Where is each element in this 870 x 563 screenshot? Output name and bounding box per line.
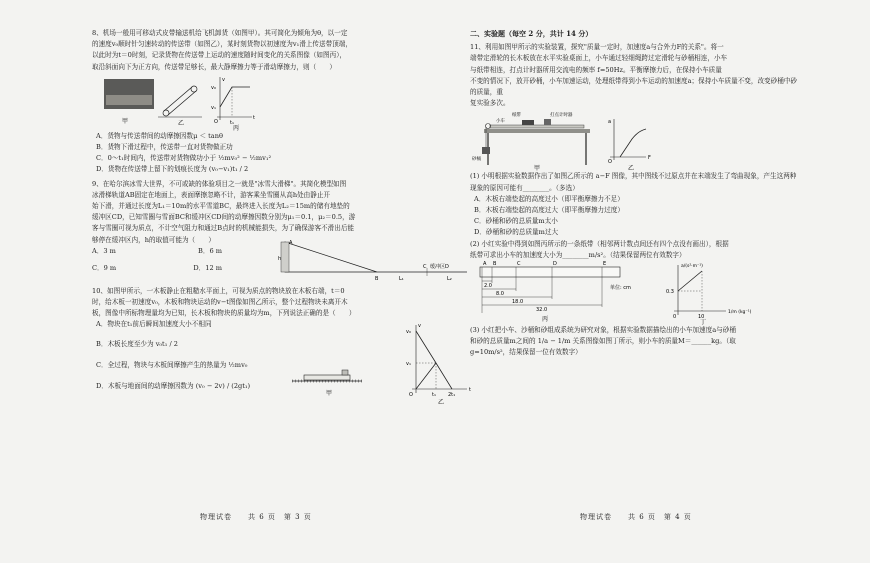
q11-line: 复实验多次。 bbox=[470, 99, 510, 108]
q9-option-b: B．6 m bbox=[198, 246, 222, 255]
q10-option-d: D．木板与地面间的动摩擦因数为 (v₀ − 2v) / (2gt₁) bbox=[96, 382, 251, 391]
bucket bbox=[482, 147, 490, 154]
q9-line: 始下滑，并通过长度为L₁＝10m的水平雪道BC，最终进入长度为L₂＝15m的储有地垫的 bbox=[92, 202, 350, 211]
label-f-axis: F bbox=[648, 155, 651, 162]
tape-label-d: D bbox=[553, 261, 557, 268]
q9-line: 缓冲区CD，已知雪圈与雪面BC和缓冲区CD间的动摩擦因数分别为μ₁＝0.1，μ₂＝0.5，游 bbox=[92, 213, 356, 222]
q9-line: 够停在缓冲区内，h的取值可能为（ ） bbox=[92, 235, 215, 244]
table-top bbox=[484, 129, 590, 133]
slide-slope bbox=[285, 239, 377, 272]
tape-dist-3: 18.0 bbox=[512, 299, 524, 306]
fig-label-yi: 乙 bbox=[628, 165, 635, 172]
q11-sub1: (1) 小明根据实验数据作出了如图乙所示的 a−F 图像，其中图线不过原点并在末端发生了弯曲现象，产生这两种现象的原因可能有________。（多选） bbox=[470, 172, 797, 192]
fig-label-v: v bbox=[418, 323, 421, 330]
fig-label-t1: t₁ bbox=[432, 392, 436, 399]
fig-label-t1: t₁ bbox=[230, 119, 234, 126]
fig-label-t: t bbox=[253, 114, 255, 121]
graph-y-tick: 0.3 bbox=[666, 289, 674, 296]
graph-x-label: 1/m (kg⁻¹) bbox=[728, 310, 752, 316]
tape-unit: 单位: cm bbox=[610, 285, 631, 292]
q11-option-a: A．木板右端垫起的高度过小（即平衡摩擦力不足） bbox=[474, 194, 624, 203]
tape-label-b: B bbox=[493, 261, 497, 268]
fig-label-yi: 乙 bbox=[438, 399, 445, 406]
cart bbox=[522, 120, 534, 125]
q10-line: 10、如图甲所示，一木板静止在粗糙水平面上，可视为质点的物块放在木板右端，t＝0 bbox=[92, 286, 345, 295]
q8-option-c: C．0～t₁时间内，传送带对货物做功小于 ½mv₀² − ½mv₁² bbox=[96, 154, 272, 163]
q10-options-and-figure bbox=[92, 319, 492, 411]
q10-options bbox=[92, 319, 292, 392]
board bbox=[304, 375, 350, 380]
question-9 bbox=[92, 179, 492, 282]
q11-sub2-line: 纸带可求出小车的加速度大小为________m/s²。（结果保留两位有效数字） bbox=[470, 250, 686, 259]
q8-line: 以此时为t＝0时刻，记录货物在传送带上运动的速度随时间变化的关系图像（如图丙）， bbox=[92, 51, 347, 60]
fig-label-v: v bbox=[222, 76, 225, 83]
conveyor-photo-detail bbox=[106, 95, 152, 105]
q8-option-a: A．货物与传送带间的动摩擦因数μ ＜ tanθ bbox=[96, 131, 223, 140]
question-8 bbox=[92, 28, 492, 176]
tape-label-a: A bbox=[483, 261, 487, 268]
fig-label-v0: v₀ bbox=[406, 329, 411, 336]
q10-line: 板，图像中所标物理量均为已知，长木板和物块的质量均为m，下列说法正确的是（ ） bbox=[92, 309, 356, 318]
tower bbox=[281, 242, 289, 272]
q9-option-d: D．12 m bbox=[193, 264, 222, 273]
pulley-circle bbox=[163, 110, 169, 116]
q8-figures bbox=[92, 73, 492, 131]
block bbox=[342, 370, 348, 375]
vt-curve bbox=[220, 87, 250, 107]
long-board bbox=[490, 125, 584, 128]
q8-line: 的速度v₀顺时针匀速转动的传送带（如图乙），某时刻货物以初速度为v₁滑上传送带顶端， bbox=[92, 40, 352, 49]
q8-option-b: B．货物下滑过程中，传送带一直对货物做正功 bbox=[96, 143, 233, 152]
q9-line: 9、在哈尔滨冰雪大世界，不可或缺的体验项目之一就是"冰雪大滑梯"。其简化模型如图 bbox=[92, 179, 347, 188]
section-title: 二、实验题（每空 2 分，共计 14 分） bbox=[470, 29, 593, 38]
q9-line: 客与雪圈可视为质点，不计空气阻力和通过B点时的机械能损失，为了确保游客不滑出后能 bbox=[92, 224, 354, 233]
fig-label-yi: 乙 bbox=[178, 119, 185, 127]
label-c: C bbox=[423, 263, 427, 270]
q11-option-b: B．木板右端垫起的高度过大（即平衡摩擦力过度） bbox=[474, 206, 624, 215]
tape-label-e: E bbox=[603, 261, 607, 268]
q10-line: 时，给木板一初速度v₀，木板和物块运动的v−t图像如图乙所示，整个过程物块未离开木 bbox=[92, 298, 348, 307]
belt-line bbox=[168, 91, 196, 115]
q11-option-d: D．砂桶和砂的总质量m过大 bbox=[474, 228, 559, 237]
fig-label-ding: 丁 bbox=[700, 319, 707, 326]
slide-figure bbox=[277, 238, 477, 282]
label-zone: 缓冲区D bbox=[430, 263, 449, 270]
label-a: A bbox=[289, 239, 293, 246]
board-line bbox=[416, 331, 452, 389]
fig-label-v1: v₁ bbox=[406, 361, 411, 368]
fig-label-v0: v₀ bbox=[211, 84, 216, 91]
timer bbox=[544, 119, 551, 125]
apparatus-svg bbox=[470, 109, 800, 171]
q8-line: 8、机场一般用可移动式皮带输送机给飞机卸货（如图甲）。其可简化为倾角为θ，以一定 bbox=[92, 29, 348, 37]
label-l2: L₂ bbox=[447, 275, 452, 282]
block-line bbox=[416, 363, 436, 389]
tape-and-graph bbox=[470, 261, 800, 325]
q11-apparatus-figures bbox=[470, 109, 800, 171]
tape-dist-1: 2.0 bbox=[484, 283, 492, 290]
label-timer: 打点计时器 bbox=[550, 113, 573, 119]
q11-line: 不变的情况下，放开砂桶，小车加速运动，处理纸带得到小车运动的加速度a；保持小车质量不变，改变砂桶中砂的质量，重 bbox=[470, 76, 798, 97]
q10-option-b: B．木板长度至少为 v₀t₁ / 2 bbox=[96, 339, 178, 348]
q9-options bbox=[92, 246, 252, 274]
q11-sub3-line: 和砂的总质量m之间的 1/a − 1/m 关系图像如图丁所示，则小车的质量M＝______kg。（取 bbox=[470, 337, 736, 346]
fig-label-o: O bbox=[409, 392, 413, 399]
q9-line: 冰滑梯轨道AB固定在地面上，表面摩擦忽略不计，游客乘坐雪圈从高h处由静止开 bbox=[92, 190, 331, 199]
label-b: B bbox=[375, 275, 379, 282]
tape-dist-4: 32.0 bbox=[536, 307, 548, 314]
fig-label-t2: 2t₁ bbox=[448, 392, 456, 399]
fig-label-jia: 甲 bbox=[326, 390, 333, 398]
q11-sub2-line: (2) 小红实验中得到如图丙所示的一条纸带（相邻两计数点间还有四个点没有画出），根据 bbox=[470, 239, 729, 248]
q11-line: 端带定滑轮的长木板放在水平实验桌面上，小车通过轻细绳跨过定滑轮与砂桶相连，小车 bbox=[470, 54, 728, 63]
fig-label-jia: 甲 bbox=[122, 117, 129, 125]
paper-tape bbox=[480, 267, 620, 277]
graph-x-tick-10: 10 bbox=[698, 314, 705, 321]
label-bucket: 砂桶 bbox=[472, 157, 481, 163]
fig-label-v1: v₁ bbox=[211, 104, 216, 111]
q11-line: 11、利用如图甲所示的实验装置，探究"质量一定时，加速度a与合外力F的关系"。将一 bbox=[470, 43, 724, 52]
pulley-circle bbox=[191, 86, 197, 92]
label-belt: 纸带 bbox=[512, 113, 521, 119]
belt-line bbox=[164, 87, 192, 111]
fig-label-t: t bbox=[469, 387, 471, 394]
q9-option-a: A．3 m bbox=[92, 246, 116, 255]
tape-label-c: C bbox=[517, 261, 521, 268]
q11-option-c: C．砂桶和砂的总质量m太小 bbox=[474, 217, 558, 226]
fig-label-jia: 甲 bbox=[534, 165, 541, 172]
label-l1: L₁ bbox=[399, 275, 404, 282]
q10-option-c: C．全过程，物块与木板间摩擦产生的热量为 ½mv₀ bbox=[96, 360, 248, 369]
graph-line bbox=[678, 271, 702, 291]
q11-sub3-line: (3) 小红把小车、沙桶和砂组成系统为研究对象，根据实验数据描绘出的小车加速度a与砂桶 bbox=[470, 326, 736, 335]
right-page-footer: 物理试卷 共 6 页 第 4 页 bbox=[580, 513, 692, 521]
q8-option-d: D．货物在传送带上留下的划痕长度为 (v₀−v₁)t₁ / 2 bbox=[96, 165, 249, 174]
left-page bbox=[92, 28, 492, 411]
q10-figures bbox=[282, 319, 482, 405]
q8-line: 取沿斜面向下为正方向，传送带足够长，最大静摩擦力等于滑动摩擦力，则（ ） bbox=[92, 62, 336, 71]
q11-line: 与纸带相连，打点计时器所用交流电的频率 f=50Hz。平衡摩擦力后，在保持小车质量 bbox=[470, 65, 722, 74]
graph-y-label: a/(s²·m⁻¹) bbox=[681, 264, 703, 270]
fig-label-bing: 丙 bbox=[542, 316, 549, 324]
label-origin: O bbox=[608, 159, 612, 166]
tape-dist-2: 8.0 bbox=[496, 291, 504, 298]
label-car: 小车 bbox=[496, 119, 505, 125]
label-a-axis: a bbox=[608, 119, 612, 126]
graph-x-tick-0: 0 bbox=[673, 314, 677, 321]
fig-label-bing: 丙 bbox=[233, 124, 240, 131]
question-10 bbox=[92, 286, 492, 412]
af-curve bbox=[620, 129, 646, 157]
q9-option-c: C．9 m bbox=[92, 264, 117, 273]
fig-label-o: O bbox=[214, 118, 218, 125]
q11-sub3-line: g=10m/s²，结果保留一位有效数字） bbox=[470, 348, 582, 357]
label-h: h bbox=[278, 255, 282, 262]
q10-option-a: A．物块在t₁前后瞬间加速度大小不相同 bbox=[96, 320, 212, 329]
q8-figure-svg bbox=[92, 73, 292, 131]
tape-graph-svg bbox=[470, 261, 800, 325]
right-page bbox=[470, 28, 800, 359]
left-page-footer: 物理试卷 共 6 页 第 3 页 bbox=[200, 513, 312, 521]
